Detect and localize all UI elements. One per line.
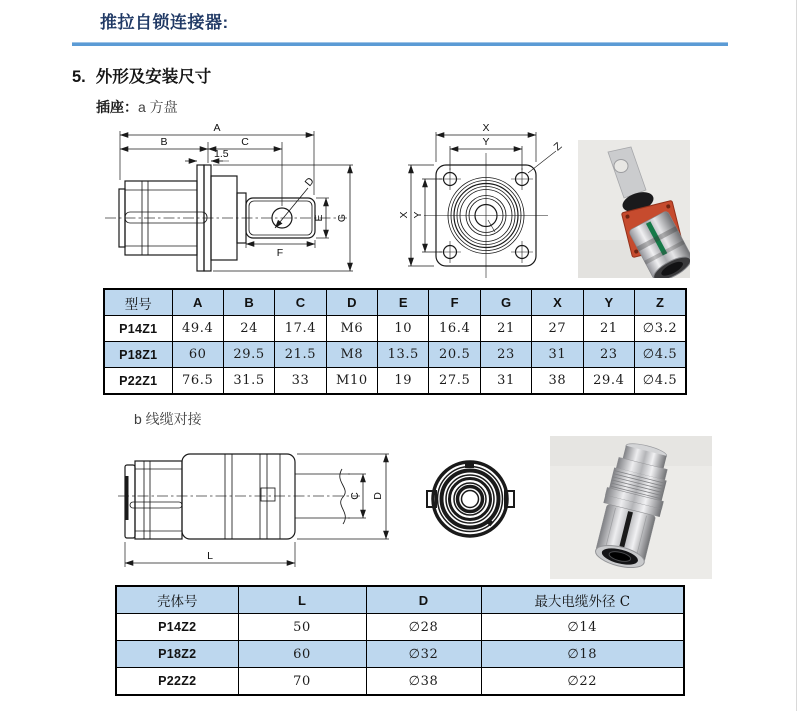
col-header-l: L: [238, 586, 366, 614]
col-header-shell: 壳体号: [116, 586, 238, 614]
value-cell: 16.4: [429, 316, 480, 342]
dim-label-d: D: [372, 492, 384, 500]
value-cell: 70: [238, 668, 366, 696]
value-cell: 50: [238, 614, 366, 641]
value-cell: ∅4.5: [635, 342, 686, 368]
value-cell: 19: [378, 368, 429, 395]
value-cell: ∅38: [366, 668, 481, 696]
value-cell: 29.4: [583, 368, 634, 395]
value-cell: 13.5: [378, 342, 429, 368]
socket-type-label: a 方盘: [138, 99, 178, 115]
header-divider: [72, 42, 728, 46]
plug-front-outline: [427, 462, 514, 536]
plug-outline: [118, 454, 360, 539]
value-cell: 31: [532, 342, 583, 368]
model-cell: P22Z1: [104, 368, 172, 395]
plug-side-view-drawing: [110, 436, 410, 586]
plug-photo-image: [550, 436, 712, 579]
socket-label: 插座：: [96, 99, 138, 115]
col-header-f: F: [429, 289, 480, 316]
col-header-z: Z: [635, 289, 686, 316]
col-header-d: D: [366, 586, 481, 614]
page-title: 推拉自锁连接器:: [100, 13, 229, 32]
value-cell: 21: [480, 316, 531, 342]
value-cell: 29.5: [223, 342, 274, 368]
col-header-c: C: [275, 289, 326, 316]
dim-label-b: B: [160, 136, 168, 148]
dim-label-y-top: Y: [482, 136, 490, 148]
value-cell: M10: [326, 368, 377, 395]
table-row: [104, 368, 686, 395]
table-row: [116, 641, 684, 668]
col-header-g: G: [480, 289, 531, 316]
table-row: [116, 614, 684, 641]
value-cell: 10: [378, 316, 429, 342]
value-cell: ∅28: [366, 614, 481, 641]
dim-label-y-left: Y: [412, 211, 424, 219]
value-cell: 23: [583, 342, 634, 368]
value-cell: ∅18: [481, 641, 684, 668]
value-cell: 31: [480, 368, 531, 395]
model-cell: P22Z2: [116, 668, 238, 696]
col-header-a: A: [172, 289, 223, 316]
dim-label-c: C: [241, 136, 249, 148]
dim-label-c: C: [349, 492, 361, 500]
col-header-model: 型号: [104, 289, 172, 316]
table-header-row: [116, 586, 684, 614]
dim-label-l: L: [207, 550, 213, 562]
dim-label-a: A: [213, 122, 221, 134]
model-cell: P14Z2: [116, 614, 238, 641]
value-cell: M6: [326, 316, 377, 342]
value-cell: 27: [532, 316, 583, 342]
value-cell: 23: [480, 342, 531, 368]
value-cell: 60: [238, 641, 366, 668]
value-cell: 20.5: [429, 342, 480, 368]
col-header-e: E: [378, 289, 429, 316]
dim-label-e: E: [313, 214, 325, 222]
plug-front-view-drawing: [413, 440, 528, 560]
dim-label-gap: 1.5: [214, 148, 229, 160]
model-cell: P18Z1: [104, 342, 172, 368]
value-cell: 24: [223, 316, 274, 342]
dim-label-z: Z: [551, 140, 565, 154]
socket-photo-image: [578, 140, 690, 278]
table-row: [104, 342, 686, 368]
dim-label-d: D: [302, 175, 317, 189]
socket-front-view-drawing: [398, 120, 583, 283]
value-cell: ∅14: [481, 614, 684, 641]
cable-break-symbol: [340, 469, 346, 524]
table-header-row: [104, 289, 686, 316]
value-cell: 76.5: [172, 368, 223, 395]
model-cell: P18Z2: [116, 641, 238, 668]
cable-dimensions-table: [115, 585, 685, 696]
value-cell: ∅4.5: [635, 368, 686, 395]
value-cell: ∅32: [366, 641, 481, 668]
socket-side-view-drawing: [95, 120, 385, 287]
value-cell: 31.5: [223, 368, 274, 395]
dim-label-x-top: X: [482, 122, 490, 134]
dim-label-g: G: [336, 213, 348, 223]
col-header-x: X: [532, 289, 583, 316]
value-cell: ∅3.2: [635, 316, 686, 342]
socket-subheading: [96, 97, 178, 117]
col-header-d: D: [326, 289, 377, 316]
value-cell: 21: [583, 316, 634, 342]
model-cell: P14Z1: [104, 316, 172, 342]
value-cell: 27.5: [429, 368, 480, 395]
value-cell: 17.4: [275, 316, 326, 342]
plug-photo: [550, 436, 712, 579]
value-cell: ∅22: [481, 668, 684, 696]
value-cell: 33: [275, 368, 326, 395]
table-row: [116, 668, 684, 696]
section-title: 外形及安装尺寸: [95, 68, 212, 86]
value-cell: 38: [532, 368, 583, 395]
section-heading: [72, 63, 211, 87]
page-right-edge: [796, 0, 797, 711]
table-row: [104, 316, 686, 342]
value-cell: 21.5: [275, 342, 326, 368]
cable-subheading: b 线缆对接: [134, 411, 202, 427]
value-cell: M8: [326, 342, 377, 368]
section-number: 5.: [72, 68, 86, 86]
col-header-y: Y: [583, 289, 634, 316]
socket-photo: [578, 140, 690, 278]
dim-label-f: F: [276, 247, 284, 259]
value-cell: 60: [172, 342, 223, 368]
col-header-max-cable: 最大电缆外径 C: [481, 586, 684, 614]
col-header-b: B: [223, 289, 274, 316]
value-cell: 49.4: [172, 316, 223, 342]
dim-label-x-left: X: [398, 211, 410, 219]
plug-dimensions: [125, 454, 389, 567]
socket-dimensions-table: [103, 288, 687, 395]
